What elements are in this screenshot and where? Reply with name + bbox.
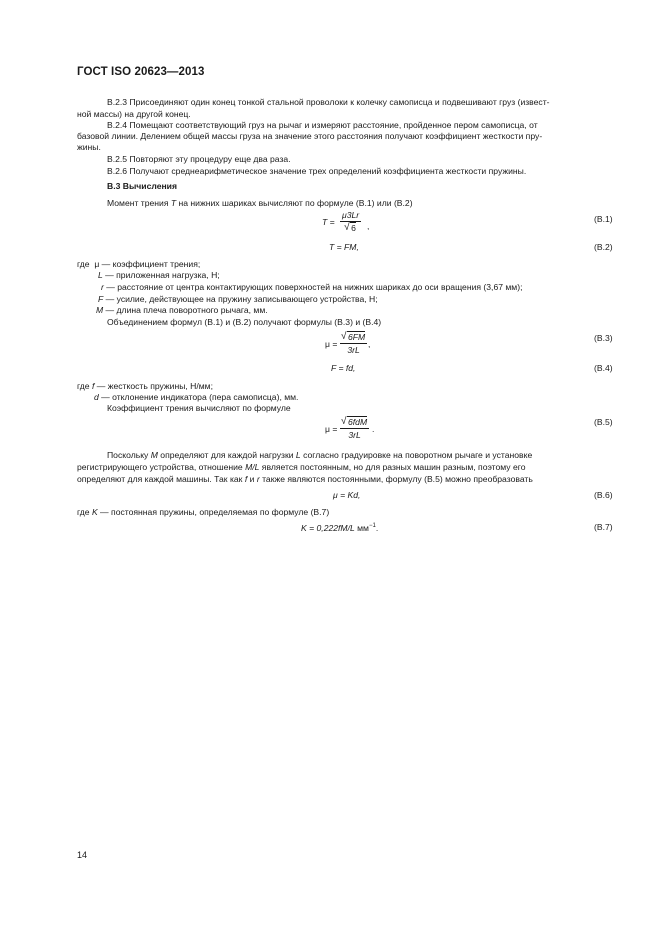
eq-b7-a: K = 0,222 xyxy=(301,522,339,533)
sym-f-2: f xyxy=(244,474,248,484)
para-ml-2b: является постоянным, но для разных машин разным, поэтому его xyxy=(259,462,526,472)
where-label-2: где xyxy=(77,381,90,391)
eq-b5-num-text: 6fdM xyxy=(348,417,368,427)
eq-b6 xyxy=(333,490,360,501)
eq-b1-num-text: μ3Lr xyxy=(342,210,360,220)
eq-b3-number: (В.3) xyxy=(594,333,613,343)
sqrt-icon: √ 6FM xyxy=(341,331,366,342)
sqrt-icon: √ 6 xyxy=(344,222,356,233)
eq-b1-numerator xyxy=(340,210,361,221)
sym-L-2: L xyxy=(295,450,301,460)
para-ml-line3 xyxy=(77,474,533,485)
combine-intro: Объединением формул (В.1) и (В.2) получают формулы (В.3) и (В.4) xyxy=(107,317,382,327)
para-b24-line1: В.2.4 Помещают соответствующий груз на рычаг и измеряют расстояние, пройденное пером самописца, от xyxy=(107,120,538,130)
sym-r-2: r xyxy=(256,474,260,484)
eq-b2-number: (В.2) xyxy=(594,242,613,252)
eq-b4-text: F = fd, xyxy=(331,363,356,373)
eq-b6-text: μ = Kd, xyxy=(333,490,361,500)
eq-b5-den-text: 3rL xyxy=(348,430,361,440)
sym-T: T xyxy=(170,198,177,208)
moment-intro-a: Момент трения xyxy=(107,198,171,208)
sym-r: r xyxy=(101,282,104,292)
eq-b4-number: (В.4) xyxy=(594,363,613,373)
para-b26: В.2.6 Получают среднеарифметическое значение трех определений коэффициента жесткости пружины. xyxy=(107,166,527,176)
para-b24-line2: базовой линии. Делением общей массы груза на значение этого расстояния получают коэффициент жесткости пру- xyxy=(77,131,543,141)
moment-intro xyxy=(107,198,413,209)
def-L xyxy=(98,270,220,281)
eq-b1-denominator xyxy=(340,221,361,234)
def-M-text: — длина плеча поворотного рычага, мм. xyxy=(103,305,268,315)
document-header: ГОСТ ISO 20623—2013 xyxy=(77,66,205,78)
sym-M-2: M xyxy=(150,450,158,460)
eq-b3-numerator xyxy=(340,332,367,343)
para-ml-1b: определяют для каждой нагрузки xyxy=(157,450,296,460)
section-b3-heading: В.3 Вычисления xyxy=(107,181,177,191)
eq-b3-lhs: μ = xyxy=(325,339,338,349)
def-K-text: — постоянная пружины, определяемая по формуле (В.7) xyxy=(97,507,330,517)
eq-b2-text: T = FM, xyxy=(329,242,359,252)
where-label: где xyxy=(77,259,90,269)
para-ml-line1 xyxy=(107,450,532,461)
eq-b7-number: (В.7) xyxy=(594,522,613,532)
para-ml-1c: согласно градуировке на поворотном рычаге и установке xyxy=(300,450,533,460)
sym-f: f xyxy=(91,381,95,391)
para-ml-1a: Поскольку xyxy=(107,450,151,460)
def-F xyxy=(98,294,378,305)
para-ml-3c: также являются постоянными, формулу (В.5) можно преобразовать xyxy=(259,474,533,484)
def-mu-text: — коэффициент трения; xyxy=(99,259,201,269)
eq-b4 xyxy=(331,363,355,374)
def-f-text: — жесткость пружины, Н/мм; xyxy=(94,381,213,391)
eq-b6-number: (В.6) xyxy=(594,490,613,500)
eq-b3-denominator xyxy=(340,343,367,356)
eq-b1-den-text: 6 xyxy=(351,223,356,233)
para-ml-2a: регистрирующего устройства, отношение xyxy=(77,462,246,472)
eq-b3-tail: , xyxy=(368,339,371,349)
def-d xyxy=(94,392,298,403)
sym-L: L xyxy=(98,270,103,280)
eq-b7 xyxy=(301,521,378,534)
eq-b7-d: . xyxy=(375,522,379,533)
para-b24-line3: жины. xyxy=(77,142,101,152)
def-r xyxy=(101,282,522,293)
eq-b5-denominator xyxy=(340,428,369,441)
sym-mu: μ xyxy=(94,259,100,269)
def-r-text: — расстояние от центра контактирующих поверхностей на нижних шариках до оси вращения (3,67 мм); xyxy=(103,282,523,292)
page-number: 14 xyxy=(77,850,88,860)
para-b25: В.2.5 Повторяют эту процедуру еще два раза. xyxy=(107,154,291,164)
sym-K: K xyxy=(91,507,98,517)
moment-intro-b: на нижних шариках вычисляют по формуле (В.1) или (В.2) xyxy=(176,198,413,208)
eq-b5-tail: . xyxy=(372,424,375,434)
eq-b7-exp: −1 xyxy=(368,523,376,529)
where-label-3: где xyxy=(77,507,90,517)
def-mu xyxy=(77,259,200,270)
eq-b3-fraction xyxy=(340,332,367,356)
eq-b5-numerator xyxy=(340,417,369,428)
eq-b5-number: (В.5) xyxy=(594,417,613,427)
eq-b7-c: мм xyxy=(354,522,369,533)
eq-b1-number: (В.1) xyxy=(594,214,613,224)
para-b23-line2: ной массы) на другой конец. xyxy=(77,109,191,119)
sqrt-icon: √ 6fdM xyxy=(341,416,368,427)
eq-b3-num-text: 6FM xyxy=(348,332,366,342)
sym-F: F xyxy=(98,294,104,304)
def-d-text: — отклонение индикатора (пера самописца), мм. xyxy=(98,392,299,402)
sym-ML: M/L xyxy=(245,462,260,472)
sym-M: M xyxy=(96,305,104,315)
para-ml-3a: определяют для каждой машины. Так как xyxy=(77,474,245,484)
coef-intro: Коэффициент трения вычисляют по формуле xyxy=(107,403,291,413)
eq-b5-fraction xyxy=(340,417,369,441)
eq-b1-lhs xyxy=(322,217,335,228)
def-L-text: — приложенная нагрузка, Н; xyxy=(102,270,220,280)
para-ml-3b: и xyxy=(247,474,257,484)
def-f xyxy=(77,381,213,392)
eq-b3-den-text: 3rL xyxy=(347,345,360,355)
para-b23-line1: В.2.3 Присоединяют один конец тонкой стальной проволоки к колечку самописца и подвешивают груз (извест- xyxy=(107,97,550,107)
def-F-text: — усилие, действующее на пружину записывающего устройства, Н; xyxy=(103,294,378,304)
def-M xyxy=(96,305,268,316)
eq-b1-fraction xyxy=(340,210,361,234)
sym-d: d xyxy=(94,392,99,402)
def-K xyxy=(77,507,329,518)
eq-b5-lhs: μ = xyxy=(325,424,338,434)
eq-b7-b: fM/L xyxy=(338,522,355,533)
eq-b1-lhs-text: T = xyxy=(322,217,335,227)
eq-b2 xyxy=(329,242,359,253)
eq-b1-tail: , xyxy=(367,221,370,231)
para-ml-line2 xyxy=(77,462,525,473)
